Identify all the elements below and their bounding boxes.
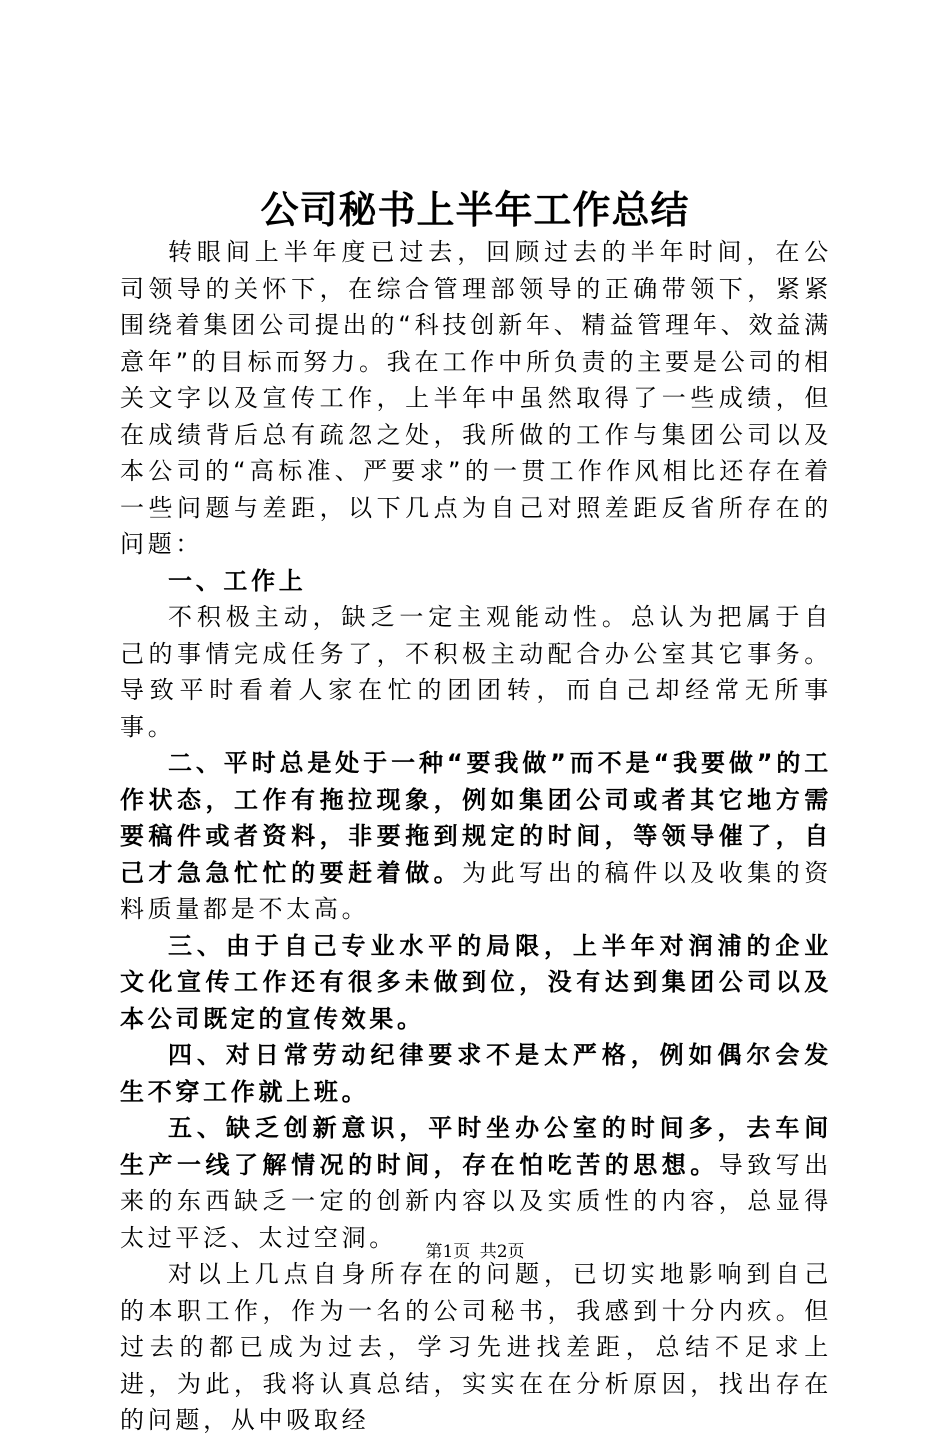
section-1-paragraph: 不积极主动，缺乏一定主观能动性。总认为把属于自己的事情完成任务了，不积极主动配合办公室其它事务。导致平时看着人家在忙的团团转，而自己却经常无所事事。 xyxy=(120,603,832,741)
section-1-heading: 一、工作上 xyxy=(168,566,307,595)
section-2-paragraph xyxy=(120,745,832,928)
section-3-paragraph: 三、由于自己专业水平的局限，上半年对润浦的企业文化宣传工作还有很多未做到位，没有达到集团公司以及本公司既定的宣传效果。 xyxy=(120,931,832,1033)
section-4-paragraph: 四、对日常劳动纪律要求不是太严格，例如偶尔会发生不穿工作就上班。 xyxy=(120,1041,832,1106)
page-number: 第1页 xyxy=(425,1242,471,1262)
document-title: 公司秘书上半年工作总结 xyxy=(260,187,690,232)
intro-paragraph: 转眼间上半年度已过去，回顾过去的半年时间，在公司领导的关怀下，在综合管理部领导的正确带领下，紧紧围绕着集团公司提出的“科技创新年、精益管理年、效益满意年”的目标而努力。我在工作中所负责的主要是公司的相关文字以及宣传工作，上半年中虽然取得了一些成绩，但在成绩背后总有疏忽之处，我所做的工作与集团公司以及本公司的“高标准、严要求”的一贯工作作风相比还存在着一些问题与差距，以下几点为自己对照差距反省所存在的问题： xyxy=(120,238,832,558)
section-2-bold-text: 二、平时总是处于一种“要我做”而不是“我要做”的工作状态，工作有拖拉现象，例如集团公司或者其它地方需要稿件或者资料，非要拖到规定的时间，等领导催了，自己才急急忙忙的要赶着做。 xyxy=(120,749,832,887)
section-5-plain-text: 导致写出来的东西缺乏一定的创新内容以及实质性的内容，总显得太过平泛、太过空洞。 xyxy=(120,1150,832,1252)
section-5-paragraph xyxy=(120,1110,832,1256)
section-5-bold-text: 五、缺乏创新意识，平时坐办公室的时间多，去车间生产一线了解情况的时间，存在怕吃苦的思想。 xyxy=(120,1114,832,1179)
page-footer xyxy=(0,1240,950,1264)
page-total: 共2页 xyxy=(479,1242,525,1262)
section-2-plain-text: 为此写出的稿件以及收集的资料质量都是不太高。 xyxy=(120,858,832,923)
conclusion-paragraph: 对以上几点自身所存在的问题，已切实地影响到自己的本职工作，作为一名的公司秘书，我感到十分内疚。但过去的都已成为过去，学习先进找差距，总结不足求上进，为此，我将认真总结，实实在在分析原因，找出存在的问题，从中吸取经 xyxy=(120,1260,832,1434)
